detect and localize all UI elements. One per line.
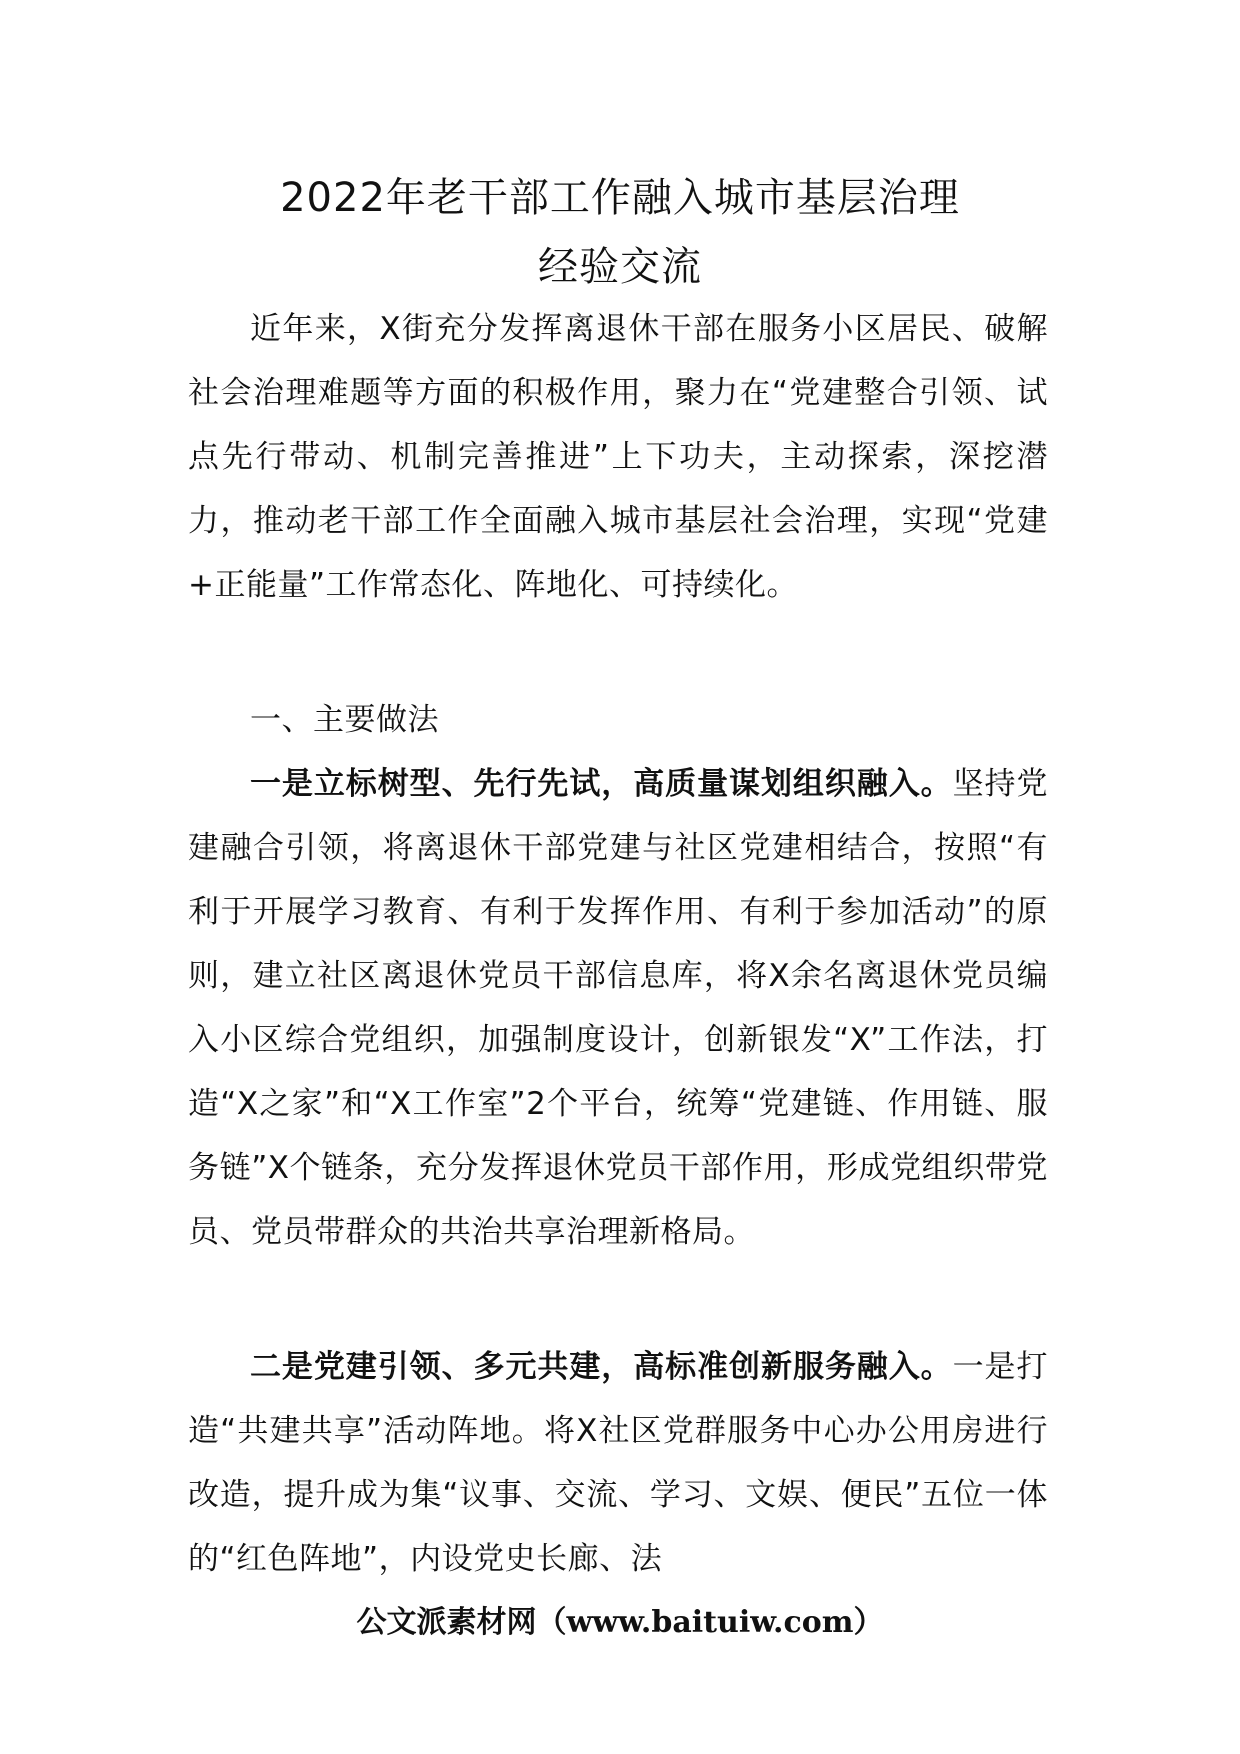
- point2-lead: 二是党建引领、多元共建，高标准创新服务融入。: [250, 1349, 953, 1385]
- point1-paragraph: [188, 752, 1048, 1264]
- footer-watermark: 公文派素材网（www.baituiw.com）: [356, 1605, 884, 1640]
- point1-body: 坚持党建融合引领，将离退休干部党建与社区党建相结合，按照“有利于开展学习教育、有利于发挥作用、有利于参加活动”的原则，建立社区离退休党员干部信息库，将X余名离退休党员编入小区综合党组织，加强制度设计，创新银发“X”工作法，打造“X之家”和“X工作室”2个平台，统筹“党建链、作用链、服务链”X个链条，充分发挥退休党员干部作用，形成党组织带党员、党员带群众的共治共享治理新格局。: [188, 766, 1048, 1250]
- intro-paragraph: 近年来，X街充分发挥离退休干部在服务小区居民、破解社会治理难题等方面的积极作用，聚力在“党建整合引领、试点先行带动、机制完善推进”上下功夫，主动探索，深挖潜力，推动老干部工作全面融入城市基层社会治理，实现“党建+正能量”工作常态化、阵地化、可持续化。: [188, 311, 1048, 603]
- point1-lead: 一是立标树型、先行先试，高质量谋划组织融入。: [250, 766, 953, 802]
- section-heading: 一、主要做法: [250, 702, 439, 738]
- point2-body: 一是打造“共建共享”活动阵地。将X社区党群服务中心办公用房进行改造，提升成为集“议事、交流、学习、文娱、便民”五位一体的“红色阵地”，内设党史长廊、法: [188, 1349, 1048, 1577]
- document-title-line2: 经验交流: [538, 244, 702, 290]
- point2-paragraph: [188, 1335, 1048, 1591]
- document-title-line1: 2022年老干部工作融入城市基层治理: [280, 175, 960, 221]
